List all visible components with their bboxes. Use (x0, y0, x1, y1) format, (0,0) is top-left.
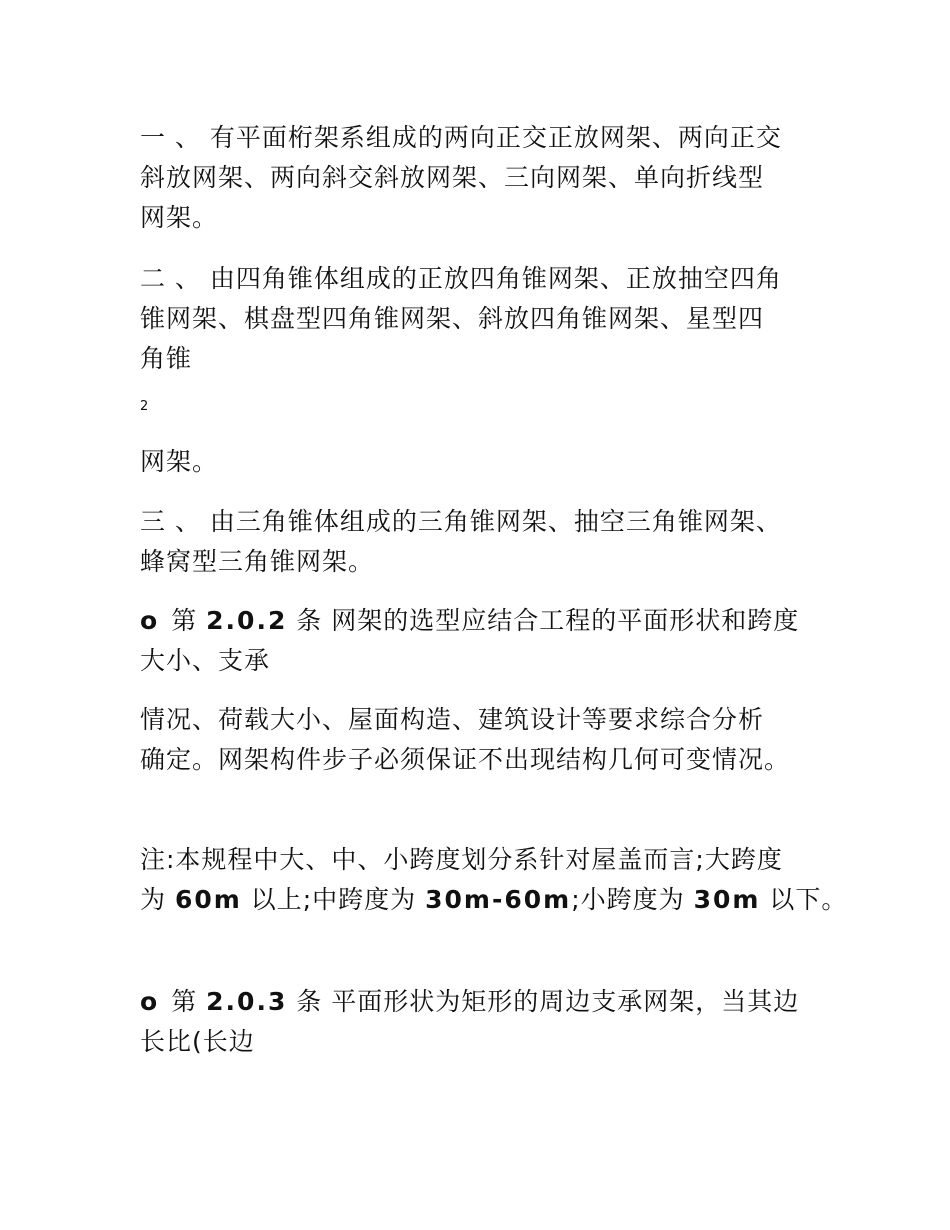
bullet-marker: o (140, 987, 160, 1016)
paragraph-type-2 (140, 259, 830, 379)
text-line (140, 982, 830, 1022)
text-line: 大小、支承 (140, 646, 271, 675)
bullet-marker: o (140, 606, 160, 635)
article-text: 条 网架的选型应结合工程的平面形状和跨度 (296, 606, 800, 635)
text-line: 角锥 (140, 344, 193, 373)
text-line: 确定。网架构件步子必须保证不出现结构几何可变情况。 (140, 745, 791, 774)
span-value-large: 60m (174, 885, 242, 914)
text-line: 长比(长边 (140, 1027, 255, 1056)
note-text: 为 (140, 885, 175, 914)
text-line: 网架。 (140, 203, 219, 232)
paragraph-type-3 (140, 502, 830, 582)
span-value-small: 30m (693, 885, 761, 914)
article-text: 条 平面形状为矩形的周边支承网架，当其边 (296, 987, 800, 1016)
text-line: 情况、荷载大小、屋面构造、建筑设计等要求综合分析 (140, 705, 765, 734)
article-number: 2.0.2 (206, 606, 288, 635)
paragraph-type-1 (140, 118, 830, 238)
article-2-0-2 (140, 601, 830, 681)
note-paragraph (140, 840, 848, 920)
text-line (140, 601, 830, 641)
text-line: 蜂窝型三角锥网架。 (140, 547, 375, 576)
article-number: 2.0.3 (206, 987, 288, 1016)
paragraph-conditions (140, 700, 830, 780)
paragraph-continuation (140, 442, 830, 482)
note-text: 以上;中跨度为 (241, 885, 426, 914)
note-text: 以下。 (760, 885, 848, 914)
article-prefix: 第 (171, 987, 198, 1016)
text-line: 锥网架、棋盘型四角锥网架、斜放四角锥网架、星型四 (140, 304, 765, 333)
text-line: 一 、 有平面桁架系组成的两向正交正放网架、两向正交 (140, 123, 782, 152)
article-2-0-3 (140, 982, 830, 1062)
text-line (140, 880, 848, 920)
article-prefix: 第 (171, 606, 198, 635)
text-line: 三 、 由三角锥体组成的三角锥网架、抽空三角锥网架、 (140, 507, 782, 536)
text-line: 斜放网架、两向斜交斜放网架、三向网架、单向折线型 (140, 163, 765, 192)
note-text: ;小跨度为 (571, 885, 694, 914)
page-number: 2 (140, 399, 149, 414)
span-value-medium: 30m-60m (425, 885, 572, 914)
text-line: 二 、 由四角锥体组成的正放四角锥网架、正放抽空四角 (140, 264, 782, 293)
text-line: 网架。 (140, 447, 219, 476)
text-line: 注:本规程中大、中、小跨度划分系针对屋盖而言;大跨度 (140, 845, 783, 874)
